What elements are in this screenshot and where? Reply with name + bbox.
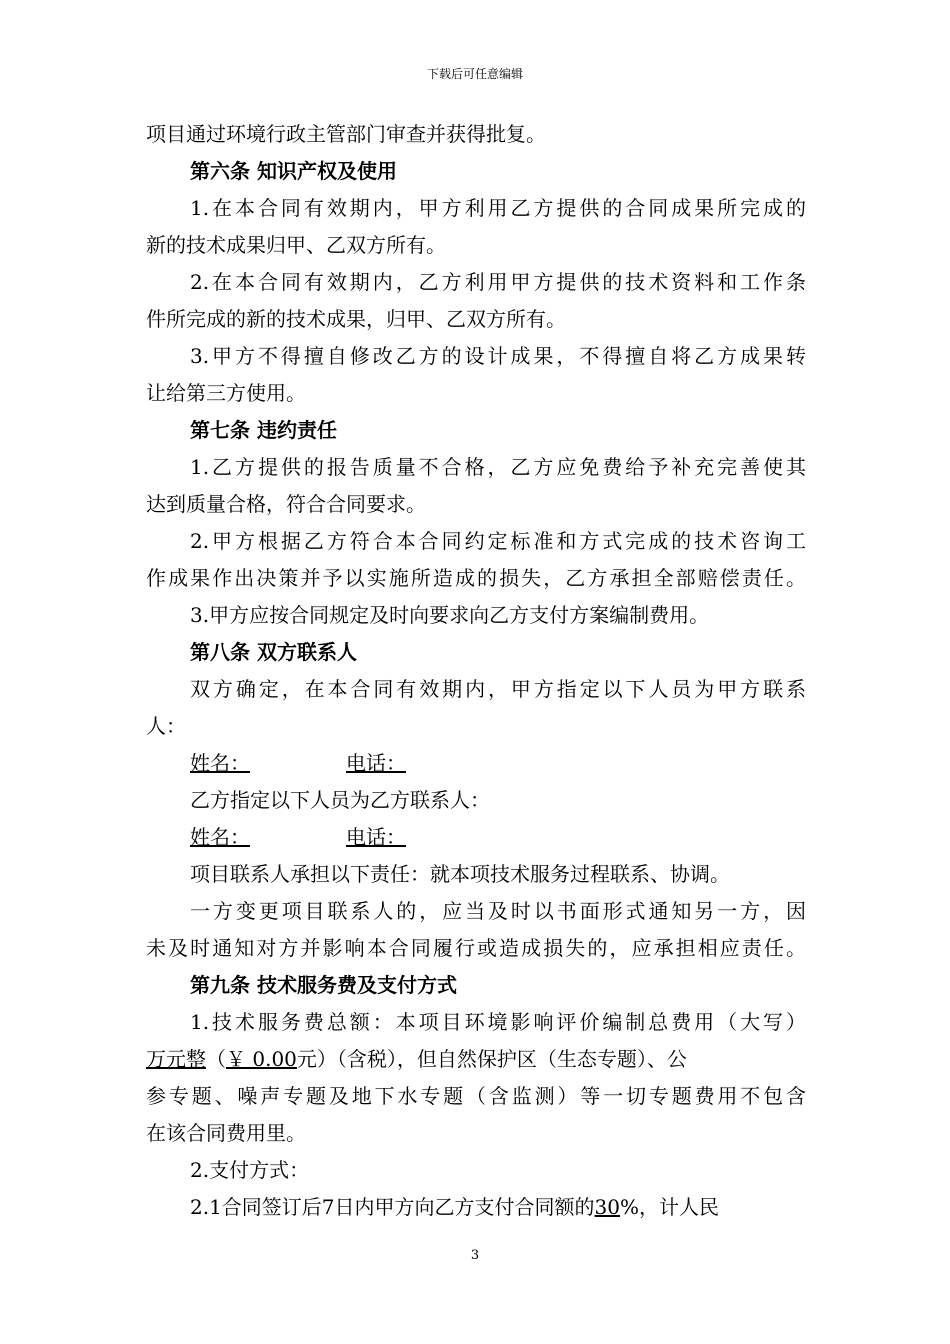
paren-open: （ bbox=[206, 1047, 226, 1071]
paragraph-line: 2.支付方式： bbox=[190, 1158, 310, 1182]
document-body bbox=[146, 116, 806, 1226]
paragraph-line: 3.甲方不得擅自修改乙方的设计成果，不得擅自将乙方成果转 bbox=[190, 344, 806, 368]
paragraph-line: 2.甲方根据乙方符合本合同约定标准和方式完成的技术咨询工 bbox=[190, 529, 806, 553]
paragraph-line: 乙方指定以下人员为乙方联系人： bbox=[190, 788, 490, 812]
paragraph-line: 一方变更项目联系人的，应当及时以书面形式通知另一方，因 bbox=[190, 899, 806, 923]
paragraph-line: 项目通过环境行政主管部门审查并获得批复。 bbox=[146, 122, 546, 146]
paragraph-line: 作成果作出决策并予以实施所造成的损失，乙方承担全部赔偿责任。 bbox=[146, 566, 806, 590]
section-heading-9: 第九条 技术服务费及支付方式 bbox=[190, 973, 457, 997]
paragraph-line: 1.技术服务费总额：本项目环境影响评价编制总费用（大写） bbox=[190, 1010, 806, 1034]
paragraph-line: 新的技术成果归甲、乙双方所有。 bbox=[146, 233, 446, 257]
fee-amount-figure: ￥ 0.00 bbox=[226, 1047, 297, 1071]
payment-percent: 30 bbox=[594, 1195, 620, 1219]
party-b-contact-field bbox=[190, 825, 486, 849]
payment-text: 2.1合同签订后7日内甲方向乙方支付合同额的 bbox=[190, 1195, 595, 1219]
name-label: 姓名： bbox=[190, 751, 250, 775]
payment-first-line bbox=[146, 1189, 806, 1226]
section-heading-7: 第七条 违约责任 bbox=[190, 418, 337, 442]
paragraph-line: 未及时通知对方并影响本合同履行或造成损失的，应承担相应责任。 bbox=[146, 936, 806, 960]
phone-label: 电话： bbox=[346, 825, 406, 849]
page-header: 下载后可任意编辑 bbox=[426, 67, 523, 81]
section-heading-6: 第六条 知识产权及使用 bbox=[190, 159, 397, 183]
payment-text-rest: %，计人民 bbox=[619, 1195, 719, 1219]
paragraph-line: 1.在本合同有效期内，甲方利用乙方提供的合同成果所完成的 bbox=[190, 196, 806, 220]
paragraph-line: 项目联系人承担以下责任：就本项技术服务过程联系、协调。 bbox=[190, 862, 730, 886]
name-label: 姓名： bbox=[190, 825, 250, 849]
paragraph-line: 1.乙方提供的报告质量不合格，乙方应免费给予补充完善使其 bbox=[190, 455, 806, 479]
party-b-contact-line bbox=[146, 819, 806, 856]
paragraph-line: 3.甲方应按合同规定及时向要求向乙方支付方案编制费用。 bbox=[190, 603, 710, 627]
fee-amount-words: 万元整 bbox=[146, 1047, 206, 1071]
section-heading-8: 第八条 双方联系人 bbox=[190, 640, 357, 664]
party-a-contact-line bbox=[146, 745, 806, 782]
fee-amount-rest: 元）（含税），但自然保护区（生态专题）、公 bbox=[296, 1047, 687, 1071]
party-a-contact-field bbox=[190, 751, 454, 775]
fee-amount-line bbox=[146, 1041, 806, 1078]
paragraph-line: 双方确定，在本合同有效期内，甲方指定以下人员为甲方联系 bbox=[190, 677, 806, 701]
paragraph-line: 2.在本合同有效期内，乙方利用甲方提供的技术资料和工作条 bbox=[190, 270, 806, 294]
paragraph-line: 在该合同费用里。 bbox=[146, 1121, 306, 1145]
phone-label: 电话： bbox=[346, 751, 406, 775]
paragraph-line: 参专题、噪声专题及地下水专题（含监测）等一切专题费用不包含 bbox=[146, 1084, 806, 1108]
page-number: 3 bbox=[470, 1248, 480, 1263]
paragraph-line: 人： bbox=[146, 714, 186, 738]
paragraph-line: 件所完成的新的技术成果，归甲、乙双方所有。 bbox=[146, 307, 566, 331]
paragraph-line: 达到质量合格，符合合同要求。 bbox=[146, 492, 426, 516]
paragraph-line: 让给第三方使用。 bbox=[146, 381, 306, 405]
